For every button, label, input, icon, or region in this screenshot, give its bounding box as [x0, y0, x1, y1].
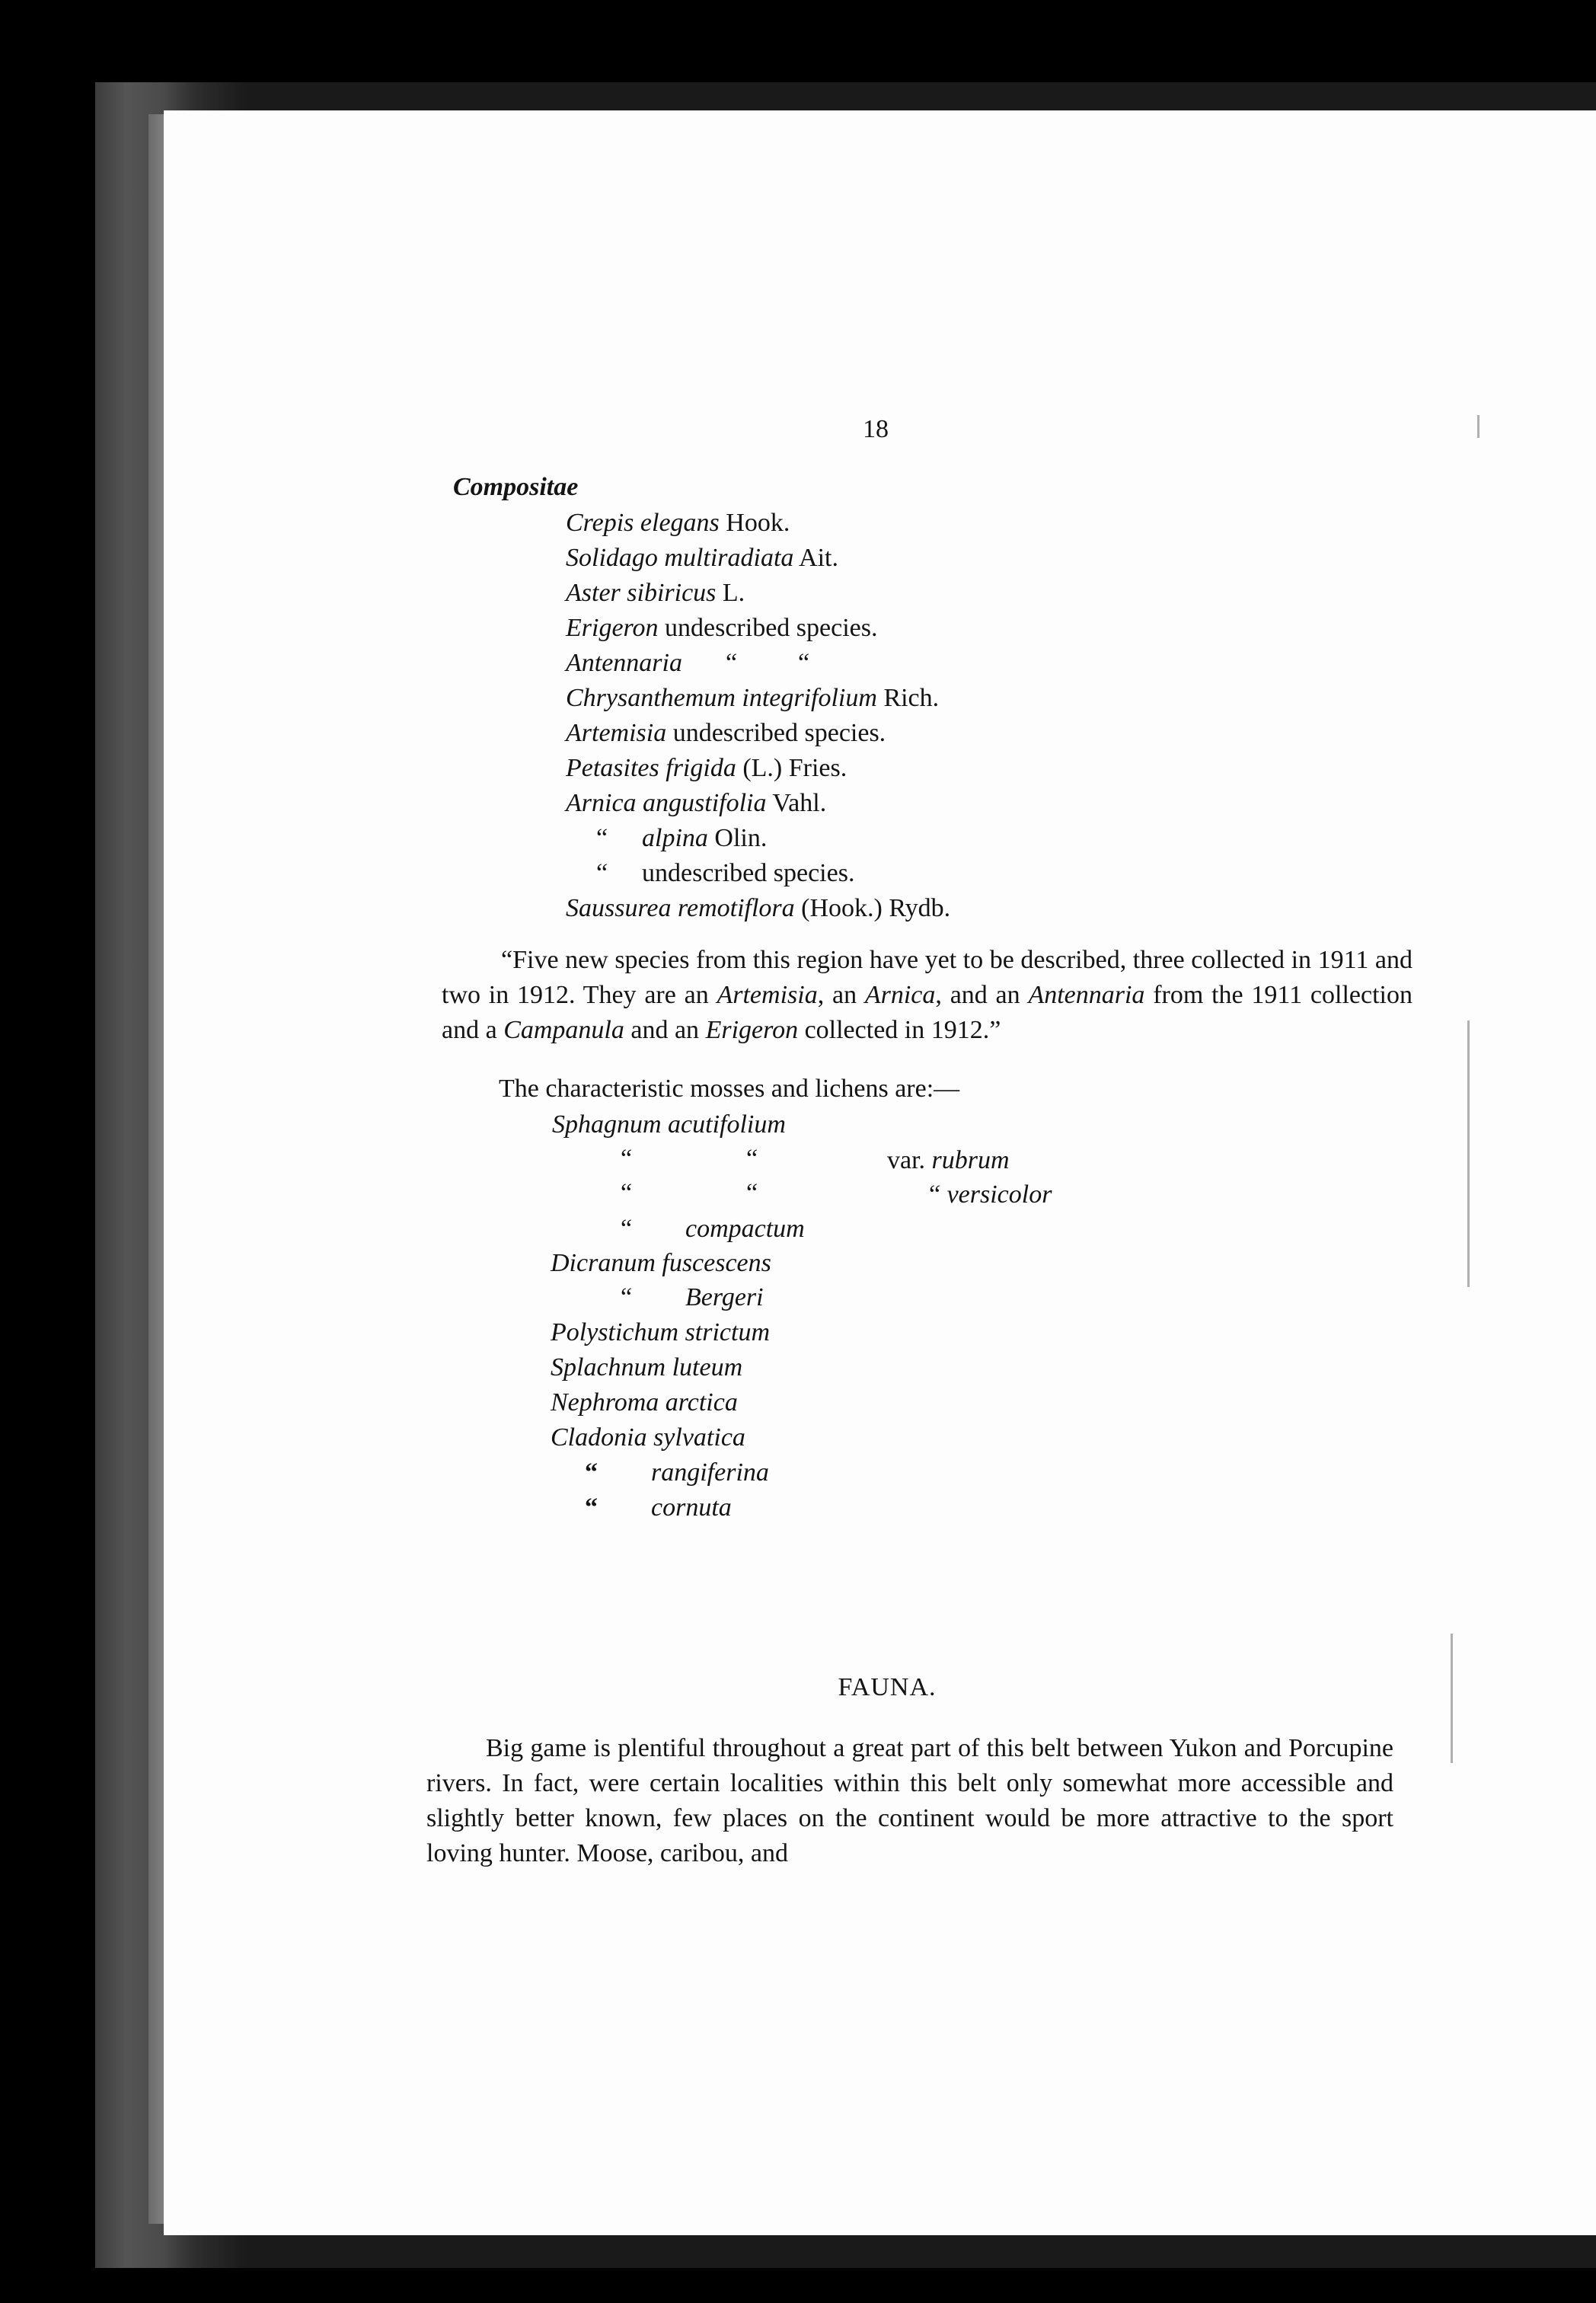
moss-line: compactum: [685, 1215, 805, 1243]
variety-line: var. rubrum: [887, 1146, 1010, 1174]
species-line: “ undescribed species.: [596, 859, 855, 887]
family-heading: Compositae: [453, 473, 579, 501]
margin-mark: [1451, 1634, 1453, 1763]
ditto-mark: “: [746, 1179, 758, 1207]
moss-line: cornuta: [651, 1493, 732, 1522]
species-line: Erigeron undescribed species.: [566, 614, 878, 642]
species-line: Chrysanthemum integrifolium Rich.: [566, 684, 940, 712]
species-line: “ alpina Olin.: [596, 824, 768, 852]
ditto-mark: “: [585, 1493, 598, 1522]
mosses-intro: The characteristic mosses and lichens are:—: [499, 1075, 960, 1103]
moss-line: Splachnum luteum: [551, 1353, 743, 1381]
body-paragraph: Big game is plentiful throughout a great part of this belt between Yukon and Porcupine rivers. In fact, were certain localities within this belt only somewhat more accessible and slightly better known, few places on the continent would be more attractive to the sport loving hunter. Moose, caribou, and: [426, 1734, 1393, 1867]
moss-line: Nephroma arctica: [551, 1388, 738, 1417]
moss-line: rangiferina: [651, 1458, 769, 1487]
moss-line: Bergeri: [685, 1283, 764, 1311]
variety-line: “ versicolor: [929, 1180, 1052, 1209]
margin-mark: [1477, 415, 1479, 438]
ditto-mark: “: [585, 1458, 598, 1487]
moss-line: Cladonia sylvatica: [551, 1423, 745, 1452]
species-line: Crepis elegans Hook.: [566, 509, 790, 537]
ditto-mark: “: [621, 1179, 633, 1207]
ditto-mark: “: [621, 1283, 633, 1311]
ditto-mark: “: [621, 1145, 633, 1173]
book-page: [164, 110, 1596, 2235]
species-line: Arnica angustifolia Vahl.: [566, 789, 827, 817]
ditto-mark: “: [746, 1145, 758, 1173]
species-line: Antennaria “ “: [566, 649, 810, 677]
species-line: Solidago multiradiata Ait.: [566, 544, 838, 572]
page-number: 18: [863, 415, 889, 443]
species-line: Saussurea remotiflora (Hook.) Rydb.: [566, 894, 951, 922]
section-heading: FAUNA.: [838, 1673, 937, 1701]
species-line: Petasites frigida (L.) Fries.: [566, 754, 847, 782]
quoted-paragraph: “Five new species from this region have yet to be described, three collected in 1911 and two in 1912. They are an Artemisia, an Arnica, and an Antennaria from the 1911 collection and a Campanula and an Erigeron collected in 1912.”: [442, 946, 1412, 1044]
moss-line: Dicranum fuscescens: [551, 1249, 771, 1277]
moss-line: Polystichum strictum: [551, 1318, 771, 1346]
ditto-mark: “: [621, 1215, 633, 1243]
species-line: Artemisia undescribed species.: [566, 719, 886, 747]
species-line: Aster sibiricus L.: [566, 579, 745, 607]
moss-line: Sphagnum acutifolium: [552, 1110, 786, 1139]
margin-mark: [1467, 1021, 1470, 1287]
